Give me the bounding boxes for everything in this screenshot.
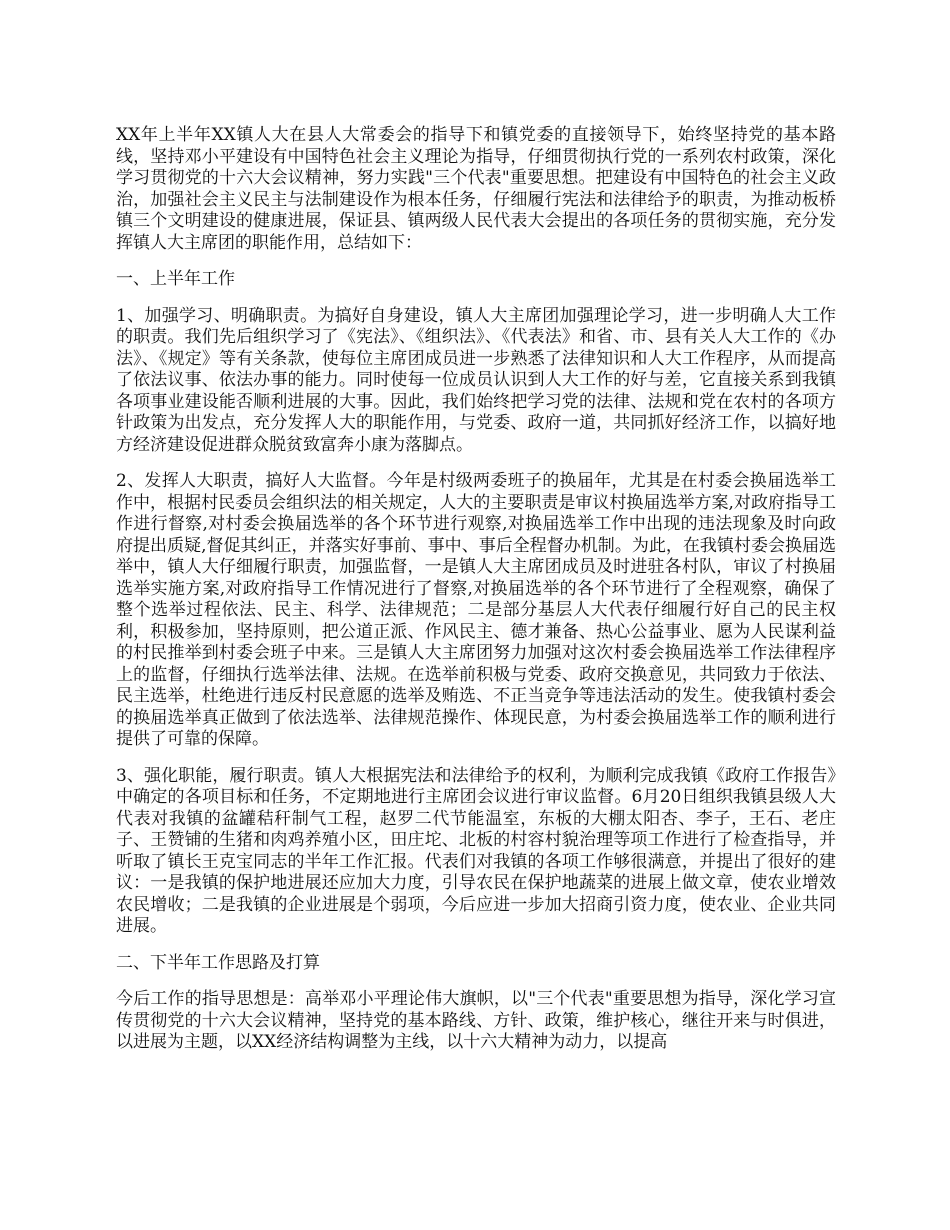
paragraph-supervision: 2、发挥人大职责，搞好人大监督。今年是村级两委班子的换届年，尤其是在村委会换届选举工作中，根据村民委员会组织法的相关规定，人大的主要职责是审议村换届选举方案,对政府指导工作进行督察,对村委会换届选举的各个环节进行观察,对换届选举工作中出现的违法现象及时向政府提出质疑,督促其纠正，并落实好事前、事中、事后全程督办机制。为此，在我镇村委会换届选举中，镇人大仔细履行职责，加强监督，一是镇人大主席团成员及时进驻各村队，审议了村换届选举实施方案,对政府指导工作情况进行了督察,对换届选举的各个环节进行了全程观察，确保了整个选举过程依法、民主、科学、法律规范；二是部分基层人大代表仔细履行好自己的民主权利，积极参加，坚持原则，把公道正派、作风民主、德才兼备、热心公益事业、愿为人民谋利益的村民推举到村委会班子中来。三是镇人大主席团努力加强对这次村委会换届选举工作法律程序上的监督，仔细执行选举法律、法规。在选举前积极与党委、政府交换意见，共同致力于依法、民主选举，杜绝进行违反村民意愿的选举及贿选、不正当竞争等违法活动的发生。使我镇村委会的换届选举真正做到了依法选举、法律规范操作、体现民意，为村委会换届选举工作的顺利进行提供了可靠的保障。 [116,471,836,749]
document-page [116,125,836,1069]
section-heading-second-half: 二、下半年工作思路及打算 [116,952,320,973]
paragraph-strengthen-functions: 3、强化职能，履行职责。镇人大根据宪法和法律给予的权利，为顺利完成我镇《政府工作报告》中确定的各项目标和任务，不定期地进行主席团会议进行审议监督。6月20日组织我镇县级人大代表对我镇的盆罐秸秆制气工程，赵罗二代节能温室，东板的大棚太阳杏、李子，王石、老庄子、王赞铺的生猪和肉鸡养殖小区，田庄坨、北板的村容村貌治理等项工作进行了检查指导，并听取了镇长王克宝同志的半年工作汇报。代表们对我镇的各项工作够很满意，并提出了很好的建议：一是我镇的保护地进展还应加大力度，引导农民在保护地蔬菜的进展上做文章，使农业增效农民增收；二是我镇的企业进展是个弱项，今后应进一步加大招商引资力度，使农业、企业共同进展。 [116,765,836,936]
intro-paragraph: XX年上半年XX镇人大在县人大常委会的指导下和镇党委的直接领导下，始终坚持党的基本路线，坚持邓小平建设有中国特色社会主义理论为指导，仔细贯彻执行党的一系列农村政策，深化学习贯彻党的十六大会议精神，努力实践"三个代表"重要思想。把建设有中国特色的社会主义政治，加强社会主义民主与法制建设作为根本任务，仔细履行宪法和法律给予的职责，为推动板桥镇三个文明建设的健康进展，保证县、镇两级人民代表大会提出的各项任务的贯彻实施，充分发挥镇人大主席团的职能作用，总结如下： [116,125,836,253]
paragraph-study-duties: 1、加强学习、明确职责。为搞好自身建设，镇人大主席团加强理论学习，进一步明确人大工作的职责。我们先后组织学习了《宪法》、《组织法》、《代表法》和省、市、县有关人大工作的《办法》、《规定》等有关条款，使每位主席团成员进一步熟悉了法律知识和人大工作程序，从而提高了依法议事、依法办事的能力。同时使每一位成员认识到人大工作的好与差，它直接关系到我镇各项事业建设能否顺利进展的大事。因此，我们始终把学习党的法律、法规和党在农村的各项方针政策为出发点，充分发挥人大的职能作用，与党委、政府一道，共同抓好经济工作，以搞好地方经济建设促进群众脱贫致富奔小康为落脚点。 [116,305,836,455]
paragraph-guiding-ideology: 今后工作的指导思想是：高举邓小平理论伟大旗帜，以"三个代表"重要思想为指导，深化学习宣传贯彻党的十六大会议精神，坚持党的基本路线、方针、政策，维护核心，继往开来与时俱进，以进展为主题，以XX经济结构调整为主线，以十六大精神为动力，以提高 [116,989,836,1052]
section-heading-first-half: 一、上半年工作 [116,269,235,289]
